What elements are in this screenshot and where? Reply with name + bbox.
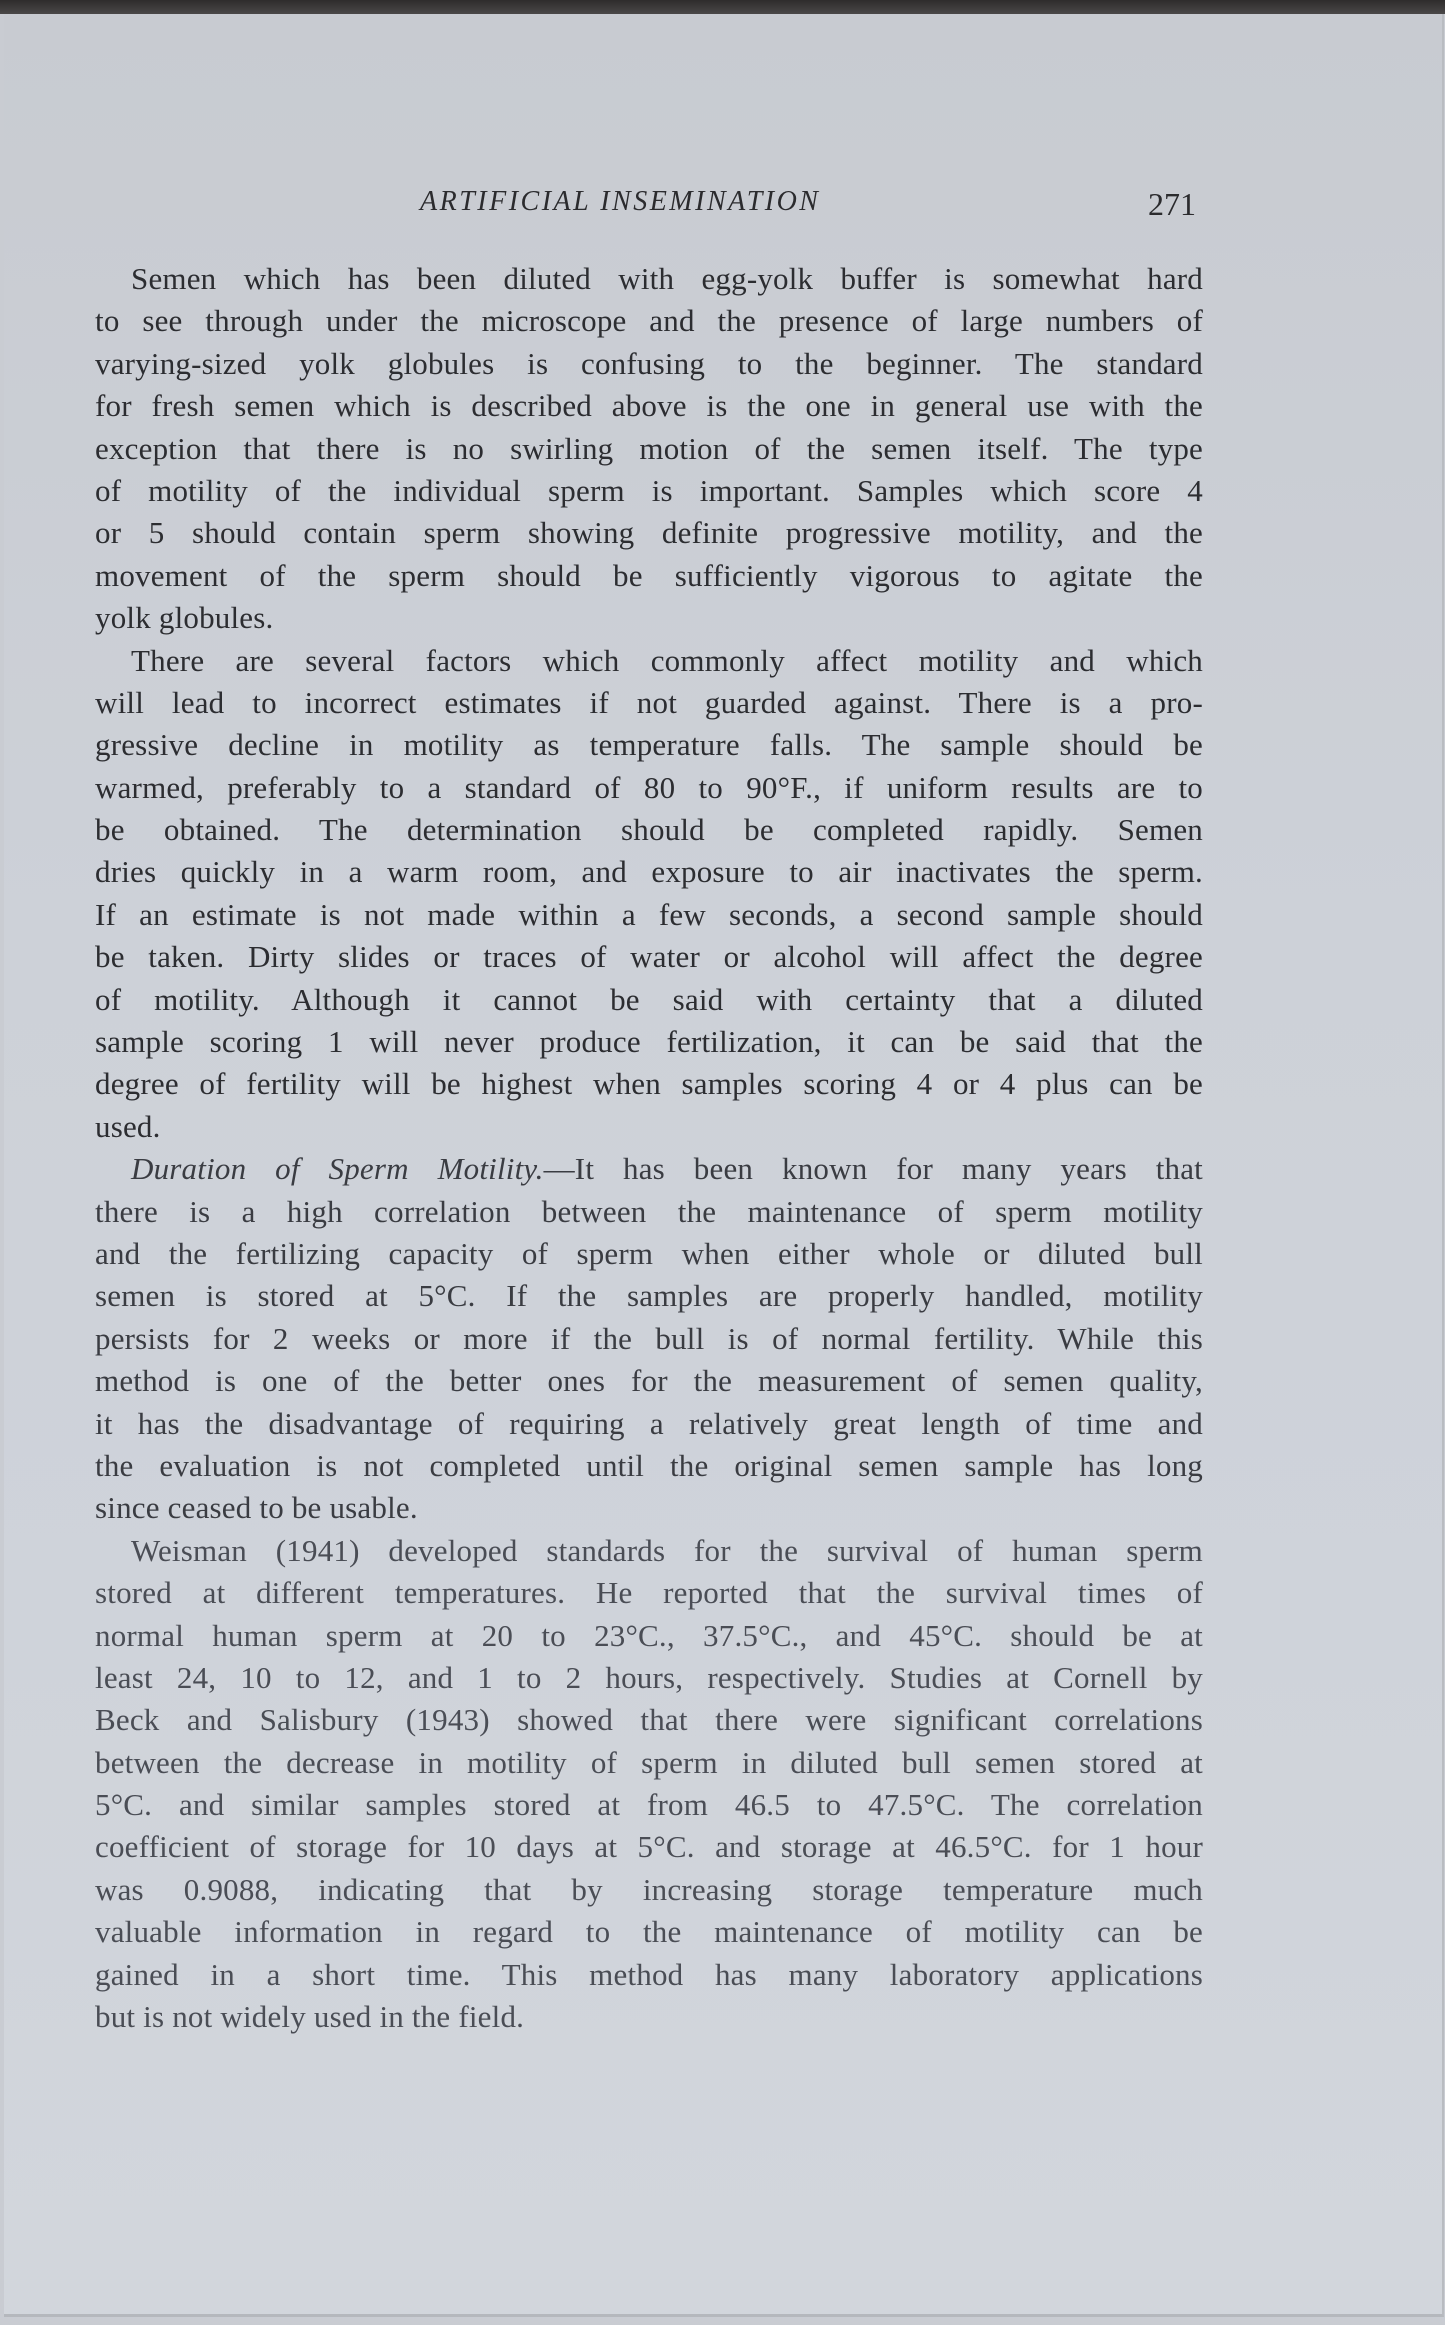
text-line: 5°C. and similar samples stored at from 46.5 to 47.5°C. The correlation: [95, 1787, 1203, 1823]
text-line: semen is stored at 5°C. If the samples are properly handled, motility: [95, 1278, 1203, 1314]
text-line: of motility of the individual sperm is important. Samples which score 4: [95, 472, 1203, 508]
paragraph: [95, 640, 1203, 1149]
text-line: for fresh semen which is described above is the one in general use with the: [95, 388, 1203, 424]
scan-top-edge: [0, 0, 1445, 14]
text-line: exception that there is no swirling motion of the semen itself. The type: [95, 430, 1203, 466]
text-line: stored at different temperatures. He reported that the survival times of: [95, 1575, 1203, 1611]
text-line: to see through under the microscope and the presence of large numbers of: [95, 303, 1203, 339]
text-line: Beck and Salisbury (1943) showed that there were significant correlations: [95, 1702, 1203, 1738]
text-line: dries quickly in a warm room, and exposure to air inactivates the sperm.: [95, 854, 1203, 890]
text-line: the evaluation is not completed until the original semen sample has long: [95, 1447, 1203, 1483]
text-line: be taken. Dirty slides or traces of water or alcohol will affect the degree: [95, 939, 1203, 975]
text-line-rest: —It has been known for many years that: [543, 1151, 1203, 1187]
text-line: movement of the sperm should be sufficiently vigorous to agitate the: [95, 557, 1203, 593]
text-line: There are several factors which commonly affect motility and which: [131, 642, 1203, 678]
paragraph: [95, 1530, 1203, 2039]
text-line: If an estimate is not made within a few seconds, a second sample should: [95, 896, 1203, 932]
text-line: valuable information in regard to the maintenance of motility can be: [95, 1914, 1203, 1950]
text-line: coefficient of storage for 10 days at 5°C. and storage at 46.5°C. for 1 hour: [95, 1829, 1203, 1865]
text-line: least 24, 10 to 12, and 1 to 2 hours, respectively. Studies at Cornell by: [95, 1659, 1203, 1695]
running-head: [0, 186, 1445, 226]
text-line: between the decrease in motility of sperm in diluted bull semen stored at: [95, 1744, 1203, 1780]
text-line: was 0.9088, indicating that by increasing storage temperature much: [95, 1871, 1203, 1907]
text-line: Weisman (1941) developed standards for the survival of human sperm: [131, 1532, 1203, 1568]
text-line: or 5 should contain sperm showing definite progressive motility, and the: [95, 515, 1203, 551]
text-line: warmed, preferably to a standard of 80 to 90°F., if uniform results are to: [95, 769, 1203, 805]
paragraph: [95, 1148, 1203, 1530]
section-heading: Duration of Sperm Motility.: [131, 1151, 544, 1187]
text-line: method is one of the better ones for the measurement of semen quality,: [95, 1363, 1203, 1399]
page-number: 271: [1148, 186, 1196, 222]
text-line: varying-sized yolk globules is confusing to the beginner. The standard: [95, 345, 1203, 381]
text-line: [95, 1148, 1203, 1190]
text-line: but is not widely used in the field.: [95, 1999, 525, 2035]
text-line: be obtained. The determination should be completed rapidly. Semen: [95, 812, 1203, 848]
text-line: used.: [95, 1108, 161, 1144]
paragraph: [95, 258, 1203, 640]
text-line: normal human sperm at 20 to 23°C., 37.5°C., and 45°C. should be at: [95, 1617, 1203, 1653]
text-line: persists for 2 weeks or more if the bull is of normal fertility. While this: [95, 1320, 1203, 1356]
text-line: yolk globules.: [95, 600, 274, 636]
text-line: there is a high correlation between the maintenance of sperm motility: [95, 1193, 1203, 1229]
text-line: it has the disadvantage of requiring a relatively great length of time and: [95, 1405, 1203, 1441]
text-line: since ceased to be usable.: [95, 1490, 418, 1526]
text-line: and the fertilizing capacity of sperm when either whole or diluted bull: [95, 1235, 1203, 1271]
text-line: will lead to incorrect estimates if not guarded against. There is a pro-: [95, 684, 1203, 720]
text-line: gressive decline in motility as temperature falls. The sample should be: [95, 727, 1203, 763]
text-line: gained in a short time. This method has many laboratory applications: [95, 1956, 1203, 1992]
running-title: ARTIFICIAL INSEMINATION: [420, 186, 821, 217]
text-line: sample scoring 1 will never produce fertilization, it can be said that the: [95, 1024, 1203, 1060]
text-line: Semen which has been diluted with egg-yolk buffer is somewhat hard: [131, 261, 1203, 296]
text-line: of motility. Although it cannot be said with certainty that a diluted: [95, 981, 1203, 1017]
text-line: degree of fertility will be highest when samples scoring 4 or 4 plus can be: [95, 1066, 1203, 1102]
body-text: [95, 258, 1203, 2038]
